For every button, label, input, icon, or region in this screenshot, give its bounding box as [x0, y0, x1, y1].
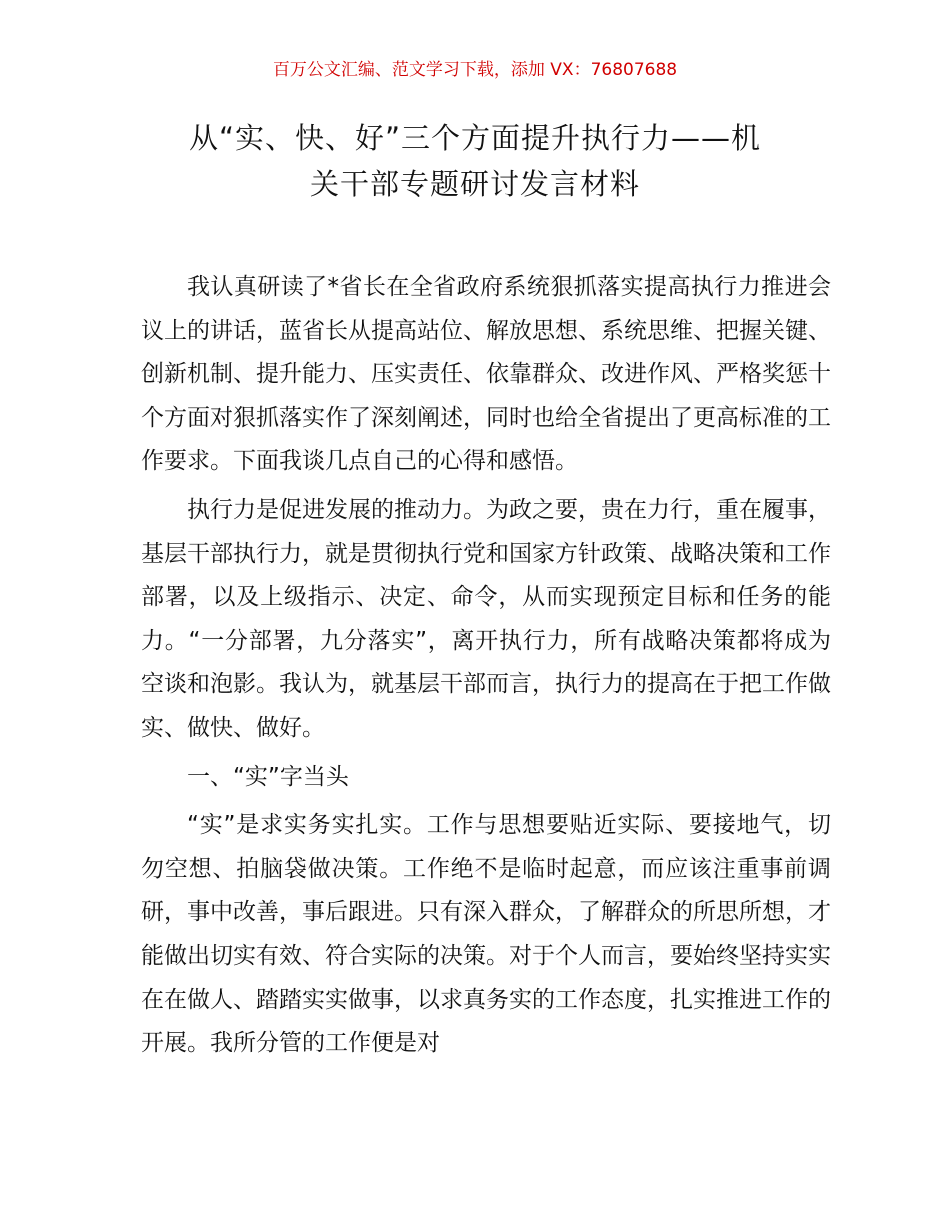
- document-body: [141, 266, 831, 1071]
- paragraph-execution: 执行力是促进发展的推动力。为政之要，贵在力行，重在履事，基层干部执行力，就是贯彻执行党和国家方针政策、战略决策和工作部署，以及上级指示、决定、命令，从而实现预定目标和任务的能力。“一分部署，九分落实”，离开执行力，所有战略决策都将成为空谈和泡影。我认为，就基层干部而言，执行力的提高在于把工作做实、做快、做好。: [141, 496, 831, 741]
- paragraph-section-1: “实”是求实务实扎实。工作与思想要贴近实际、要接地气，切勿空想、拍脑袋做决策。工作绝不是临时起意，而应该注重事前调研，事中改善，事后跟进。只有深入群众，了解群众的所思所想，才能做出切实有效、符合实际的决策。对于个人而言，要始终坚持实实在在做人、踏踏实实做事，以求真务实的工作态度，扎实推进工作的开展。我所分管的工作便是对: [141, 812, 831, 1057]
- watermark-header: 百万公文汇编、范文学习下载，添加 VX：76807688: [272, 60, 678, 80]
- document-title: [120, 115, 830, 207]
- paragraph-intro: 我认真研读了*省长在全省政府系统狠抓落实提高执行力推进会议上的讲话，蓝省长从提高站位、解放思想、系统思维、把握关键、创新机制、提升能力、压实责任、依靠群众、改进作风、严格奖惩十个方面对狠抓落实作了深刻阐述，同时也给全省提出了更高标准的工作要求。下面我谈几点自己的心得和感悟。: [141, 274, 831, 475]
- section-heading-1: 一、“实”字当头: [187, 763, 349, 790]
- title-line-2: 关干部专题研讨发言材料: [309, 167, 640, 201]
- title-line-1: 从“实、快、好”三个方面提升执行力——机: [188, 121, 762, 155]
